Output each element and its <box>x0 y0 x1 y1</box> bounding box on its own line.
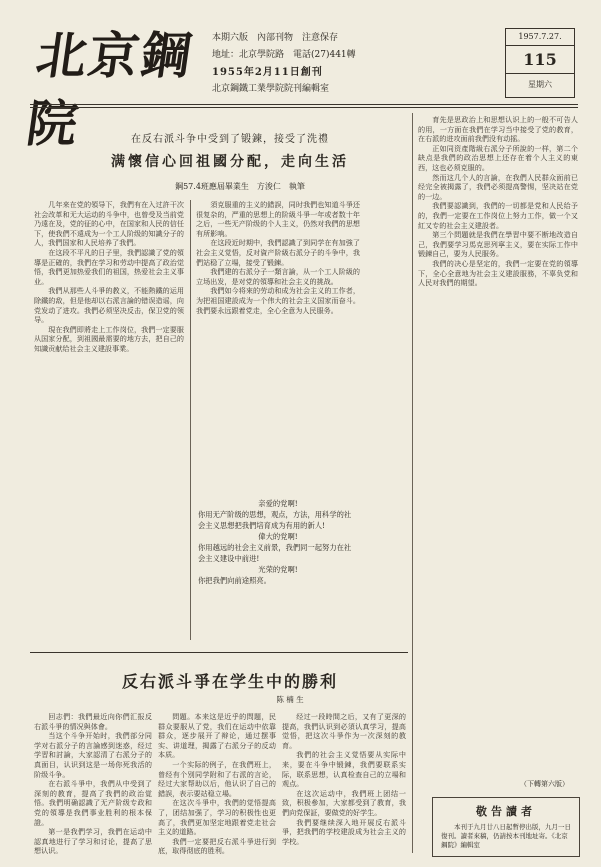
article2-paragraph: 我們要继续深入地开展反右派斗爭，把我們的学校建設成为社会主义的学校。 <box>282 817 406 846</box>
lead-paragraph: 我們如今将來的劳动和成为社会主义的工作者，为把祖国建設成为一个伟大的社会主义国家而奋斗。我們要永远跟着党走，全心全意为人民服务。 <box>196 286 360 315</box>
lead-column-2 <box>196 200 360 490</box>
masthead-line4: 北京鋼鐵工業學院院刊編輯室 <box>212 84 330 94</box>
masthead-line1: 本期六版 內部刊物 注意保存 <box>212 33 339 43</box>
notice-title: 敬告讀者 <box>476 805 536 818</box>
article2-paragraph: 在这次斗爭中，我們的觉悟提高了，团结加强了，学习的积极性也更高了，我們更加坚定地跟着党走社会主义的道路。 <box>158 798 276 837</box>
section-rule <box>30 652 408 653</box>
continued-note: （下轉第六版） <box>520 780 569 788</box>
poem <box>198 498 358 586</box>
lead-paragraph: 几年来在党的領导下，我們有在入过許干次社会改革和无大运动的斗争中，也曾受及当前党乃遠在及，党的征的心中，在国家和人民的信任下，使我們不遠成为一个工人阶级的知識分子的人，我們国家和人民培养了我們。 <box>34 200 184 248</box>
lead-paragraph: 第三个問題就是我們在學習中要不断地改造自己，我們要学习馬克思列寧主义，要在实际工作中锻鍊自己，要为人民服务。 <box>418 230 578 259</box>
lead-paragraph: 我們从那些人斗爭的教义，不能熱鐵的运用除鐵的敌，但是他却以右派言論的错误造谣，向党发动了进攻。我們必须坚决反击，保卫党的领导。 <box>34 286 184 325</box>
article2-paragraph: 問題。本来这是近乎的問題，民群众要服从了党，我们在运动中依靠群众，逐步展开了辩论，通过摆事实、讲道理，揭露了右派分子的反动本质。 <box>158 712 276 760</box>
masthead-rule-2 <box>30 107 578 108</box>
notice-body: 本刊于九月廿八日起暫停出版，九月一日復刊。讀者來稿，仍請按本刊地址寄。《北京鋼院》編輯室 <box>441 823 571 849</box>
column-divider <box>190 200 191 640</box>
article2-byline: 陈 楠 生 <box>276 695 304 704</box>
masthead-title-text: 北京鋼院 <box>23 26 197 153</box>
article2-paragraph: 当这个斗争开始时，我們部分同学对右派分子的言論感到迷惑，经过学習和討論，大家認清了右派分子的真面目，认识到这是一场你死我活的阶级斗争。 <box>34 731 152 779</box>
lead-paragraph: 須克服重的主义的錯誤，同时我們也知道斗爭还很复杂的，严重的思想上的阶級斗爭一年或者数十年之后，一些无产阶级的个人主义，仍然对我們的思想有所影响。 <box>196 200 360 238</box>
poem-line: 偉大的党啊! <box>258 532 298 541</box>
lead-column-3 <box>418 115 578 770</box>
issue-number: 115 <box>506 46 574 74</box>
article2-column-1 <box>34 712 152 860</box>
lead-kicker: 在反右派斗争中受到了锻鍊，接受了洗禮 <box>131 134 329 145</box>
poem-line: 你用无产阶级的思想，观点，方法，用科学的社会主义思想把我們培育成为有用的新人! <box>198 510 352 530</box>
issue-weekday: 星期六 <box>528 80 552 89</box>
article2-paragraph: 我們一定要把反右派斗爭进行到底，取得彻底的胜利。 <box>158 836 276 856</box>
lead-paragraph: 然而这几个人的言論，在我們人民群众面前已经完全被揭露了，我們必须提高警惕，坚决站在党的一边。 <box>418 172 578 201</box>
masthead-line2: 地址：北京學院路 電話(27)441轉 <box>212 50 356 60</box>
article2-paragraph: 第一是我們学习，我們在运动中認真地进行了学习和讨论，提高了思想认识。 <box>34 827 152 856</box>
lead-paragraph: 我們的决心是坚定的，我們一定要在党的領導下，全心全意地为社会主义建設服務，不辜负党和人民对我們的期望。 <box>418 258 578 288</box>
lead-paragraph: 在这段不平凡的日子里，我們認識了党的領導是正確的，我們在学习和劳动中提高了政治觉悟，我們更加热爱我们的祖国，热爱社会主义事业。 <box>34 247 184 286</box>
article2-paragraph: 在右派斗爭中，我們从中受到了深刻的教育，提高了我們的政治覚悟。我們明确認識了无产阶级专政和党的領導是我們事业胜利的根本保證。 <box>34 779 152 827</box>
article2-paragraph: 回志們：我們最近向你們汇报反右派斗爭的情况與体會。 <box>34 712 152 731</box>
lead-paragraph: 我們要認識到，我們的一切都是党和人民给予的，我們一定要在工作岗位上努力工作，做一个又紅又专的社会主义建設者。 <box>418 201 578 230</box>
poem-line: 光荣的党啊! <box>258 565 298 574</box>
article2-paragraph: 一个实际的例子，在我們班上，曾经有个別同学附和了右派的言论，经过大家帮助以后，他认识了自己的錯誤，表示要站稳立場。 <box>158 759 276 798</box>
article2-column-3 <box>282 712 406 860</box>
poem-line: 你把我們向前途照亮。 <box>198 576 271 585</box>
issue-box <box>505 28 575 98</box>
notice-box <box>432 797 580 857</box>
article2-column-2 <box>158 712 276 860</box>
lead-paragraph: 育先是思政治上和思想认识上的一般不可告人的用，一方面在我們在学习当中接受了党的教育，在右派的进攻面前我們没有动摇。 <box>418 115 578 144</box>
lead-column-1 <box>34 200 184 640</box>
article2-paragraph: 经过一段時間之后，又有了更深的提高，我們认识到必須认真学习，提高觉悟，把这次斗爭作为一次深刻的教育。 <box>282 712 406 750</box>
masthead-info <box>212 30 497 98</box>
article2-paragraph: 我們的社会主义觉悟要从实际中来，要在斗争中锻鍊，我們要联系实际，联系思想，认真检查自己的立場和观点。 <box>282 750 406 789</box>
lead-paragraph: 現在我們即將走上工作岗位，我們一定要服从国家分配，到祖國最需要的地方去，把自己的知識贡献给社会主义建設事業。 <box>34 324 184 353</box>
lead-headline: 满懷信心回祖國分配，走向生活 <box>111 154 349 170</box>
lead-paragraph: 我們建的右派分子一類言論，从一个工人阶級的立场出发，是对党的領導和社会主义的挑战。 <box>196 267 360 286</box>
article2-headline: 反右派斗爭在学生中的勝利 <box>121 672 338 691</box>
masthead-title <box>23 22 197 153</box>
masthead-line3: 1955年2月11日創刊 <box>212 67 323 78</box>
lead-paragraph: 正如同资產階級右派分子所說的一样，第二个缺点是我們的政治思想上还存在着个人主义的東西，这也必须克服的。 <box>418 143 578 172</box>
column-divider <box>412 113 413 853</box>
issue-date: 1957.7.27. <box>506 29 574 46</box>
poem-line: 亲爱的党啊! <box>258 499 298 508</box>
poem-line: 你用越远的社会主义前景，我們同一起努力在社会主义建设中前进! <box>198 543 352 563</box>
lead-byline: 鋼57.4班應屆畢業生 方浚仁 執筆 <box>175 182 305 191</box>
article2-paragraph: 在这次运动中，我們班上团结一致，积极參加，大家都受到了教育，我們向党保証，要做党的好学生。 <box>282 788 406 817</box>
masthead-rule <box>30 104 578 105</box>
lead-paragraph: 在这段近时期中，我們認識了到同学在有加強了社会主义觉悟，反对資产阶級右派分子的斗争中，我們站稳了立場，接受了锻鍊。 <box>196 238 360 267</box>
